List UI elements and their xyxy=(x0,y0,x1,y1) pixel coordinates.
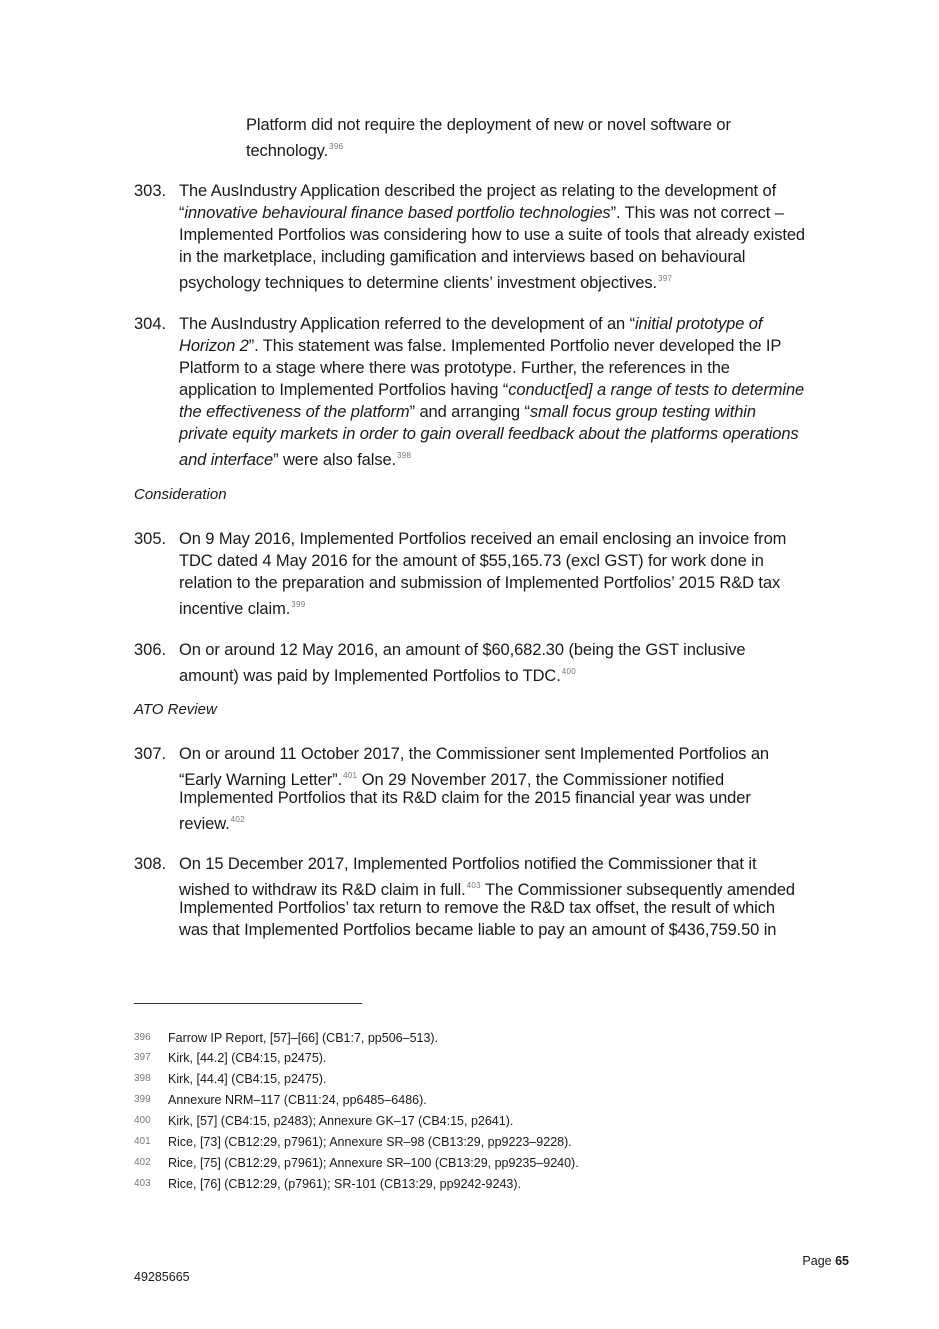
paragraph-line: incentive claim.$^{399}$ xyxy=(179,600,306,618)
footnote-ref[interactable]: 403 xyxy=(466,881,481,890)
paragraph-line: private equity markets in order to gain overall feedback about the platforms operations xyxy=(179,425,799,443)
paragraph-line: application to Implemented Portfolios having “conduct[ed] a range of tests to determine xyxy=(179,381,805,399)
paragraph-number: 303. xyxy=(134,182,167,200)
paragraph-line: On or around 12 May 2016, an amount of $60,682.30 (being the GST inclusive xyxy=(179,641,746,659)
footnote-number: 397 xyxy=(134,1052,151,1063)
paragraph-line: amount) was paid by Implemented Portfolios to TDC.$^{400}$ xyxy=(179,667,576,685)
paragraph-line: Implemented Portfolios was considering how to use a suite of tools that already existed xyxy=(179,226,805,244)
paragraph-line: in the marketplace, including gamification and interviews based on behavioural xyxy=(179,248,746,266)
paragraph-line: The AusIndustry Application described the project as relating to the development of xyxy=(179,182,777,200)
paragraph-line: Implemented Portfolios that its R&D claim for the 2015 financial year was under xyxy=(179,789,751,807)
paragraph-line: “innovative behavioural finance based portfolio technologies”. This was not correct – xyxy=(179,204,784,222)
footnote-ref[interactable]: 396 xyxy=(329,142,344,151)
paragraph-number: 305. xyxy=(134,530,167,548)
footnote-text: Annexure NRM–117 (CB11:24, pp6485–6486). xyxy=(168,1093,427,1107)
paragraph-line: relation to the preparation and submission of Implemented Portfolios’ 2015 R&D tax xyxy=(179,574,781,592)
footnote-separator xyxy=(134,1003,362,1004)
paragraph-number: 308. xyxy=(134,855,167,873)
paragraph-line: technology.$^{396}$ xyxy=(246,142,344,160)
footnote-text: Rice, [75] (CB12:29, p7961); Annexure SR–100 (CB13:29, pp9235–9240). xyxy=(168,1156,579,1170)
document-id: 49285665 xyxy=(134,1270,190,1284)
footnote-number: 398 xyxy=(134,1073,151,1084)
footnote-number: 402 xyxy=(134,1157,151,1168)
paragraph-line: wished to withdraw its R&D claim in full.$^{403}$ The Commissioner subsequently amended xyxy=(179,881,795,899)
footnote-text: Farrow IP Report, [57]–[66] (CB1:7, pp506–513). xyxy=(168,1031,439,1045)
footnote-ref[interactable]: 402 xyxy=(230,815,245,824)
paragraph-line: TDC dated 4 May 2016 for the amount of $55,165.73 (excl GST) for work done in xyxy=(179,552,764,570)
footnote-ref[interactable]: 399 xyxy=(291,600,306,609)
page-number: Page 65 xyxy=(802,1254,849,1268)
paragraph-number: 304. xyxy=(134,315,167,333)
footnote-number: 401 xyxy=(134,1136,151,1147)
paragraph-line: psychology techniques to determine clients’ investment objectives.$^{397}$ xyxy=(179,274,673,292)
paragraph-line: “Early Warning Letter”.$^{401}$ On 29 November 2017, the Commissioner notified xyxy=(179,771,725,789)
paragraph-line: Horizon 2”. This statement was false. Implemented Portfolio never developed the IP xyxy=(179,337,782,355)
paragraph-line: Platform to a stage where there was prototype. Further, the references in the xyxy=(179,359,730,377)
paragraph-line: and interface” were also false.$^{398}$ xyxy=(179,451,412,469)
paragraph-line: review.$^{402}$ xyxy=(179,815,245,833)
paragraph-number: 307. xyxy=(134,745,167,763)
footnote-text: Kirk, [57] (CB4:15, p2483); Annexure GK–17 (CB4:15, p2641). xyxy=(168,1114,514,1128)
footnote-text: Rice, [76] (CB12:29, (p7961); SR-101 (CB13:29, pp9242-9243). xyxy=(168,1177,521,1191)
footnote-ref[interactable]: 401 xyxy=(343,771,358,780)
footnote-ref[interactable]: 397 xyxy=(657,274,673,283)
section-heading: ATO Review xyxy=(134,701,217,718)
footnote-ref[interactable]: 398 xyxy=(397,451,412,460)
paragraph-number: 306. xyxy=(134,641,167,659)
paragraph-line: Implemented Portfolios’ tax return to remove the R&D tax offset, the result of which xyxy=(179,899,775,917)
paragraph-line: was that Implemented Portfolios became liable to pay an amount of $436,759.50 in xyxy=(179,921,777,939)
paragraph-line: On 15 December 2017, Implemented Portfolios notified the Commissioner that it xyxy=(179,855,757,873)
paragraph-line: the effectiveness of the platform” and arranging “small focus group testing within xyxy=(179,403,756,421)
section-heading: Consideration xyxy=(134,486,227,503)
footnote-ref[interactable]: 400 xyxy=(561,667,576,676)
paragraph-line: The AusIndustry Application referred to the development of an “initial prototype of xyxy=(179,315,763,333)
footnote-text: Kirk, [44.2] (CB4:15, p2475). xyxy=(168,1051,327,1065)
footnote-number: 400 xyxy=(134,1115,151,1126)
footnote-text: Rice, [73] (CB12:29, p7961); Annexure SR–98 (CB13:29, pp9223–9228). xyxy=(168,1135,572,1149)
paragraph-line: On or around 11 October 2017, the Commissioner sent Implemented Portfolios an xyxy=(179,745,769,763)
footnote-number: 403 xyxy=(134,1178,151,1189)
paragraph-line: On 9 May 2016, Implemented Portfolios received an email enclosing an invoice from xyxy=(179,530,787,548)
footnote-number: 396 xyxy=(134,1032,151,1043)
paragraph-line: Platform did not require the deployment of new or novel software or xyxy=(246,116,731,134)
footnote-number: 399 xyxy=(134,1094,151,1105)
footnote-text: Kirk, [44.4] (CB4:15, p2475). xyxy=(168,1072,327,1086)
